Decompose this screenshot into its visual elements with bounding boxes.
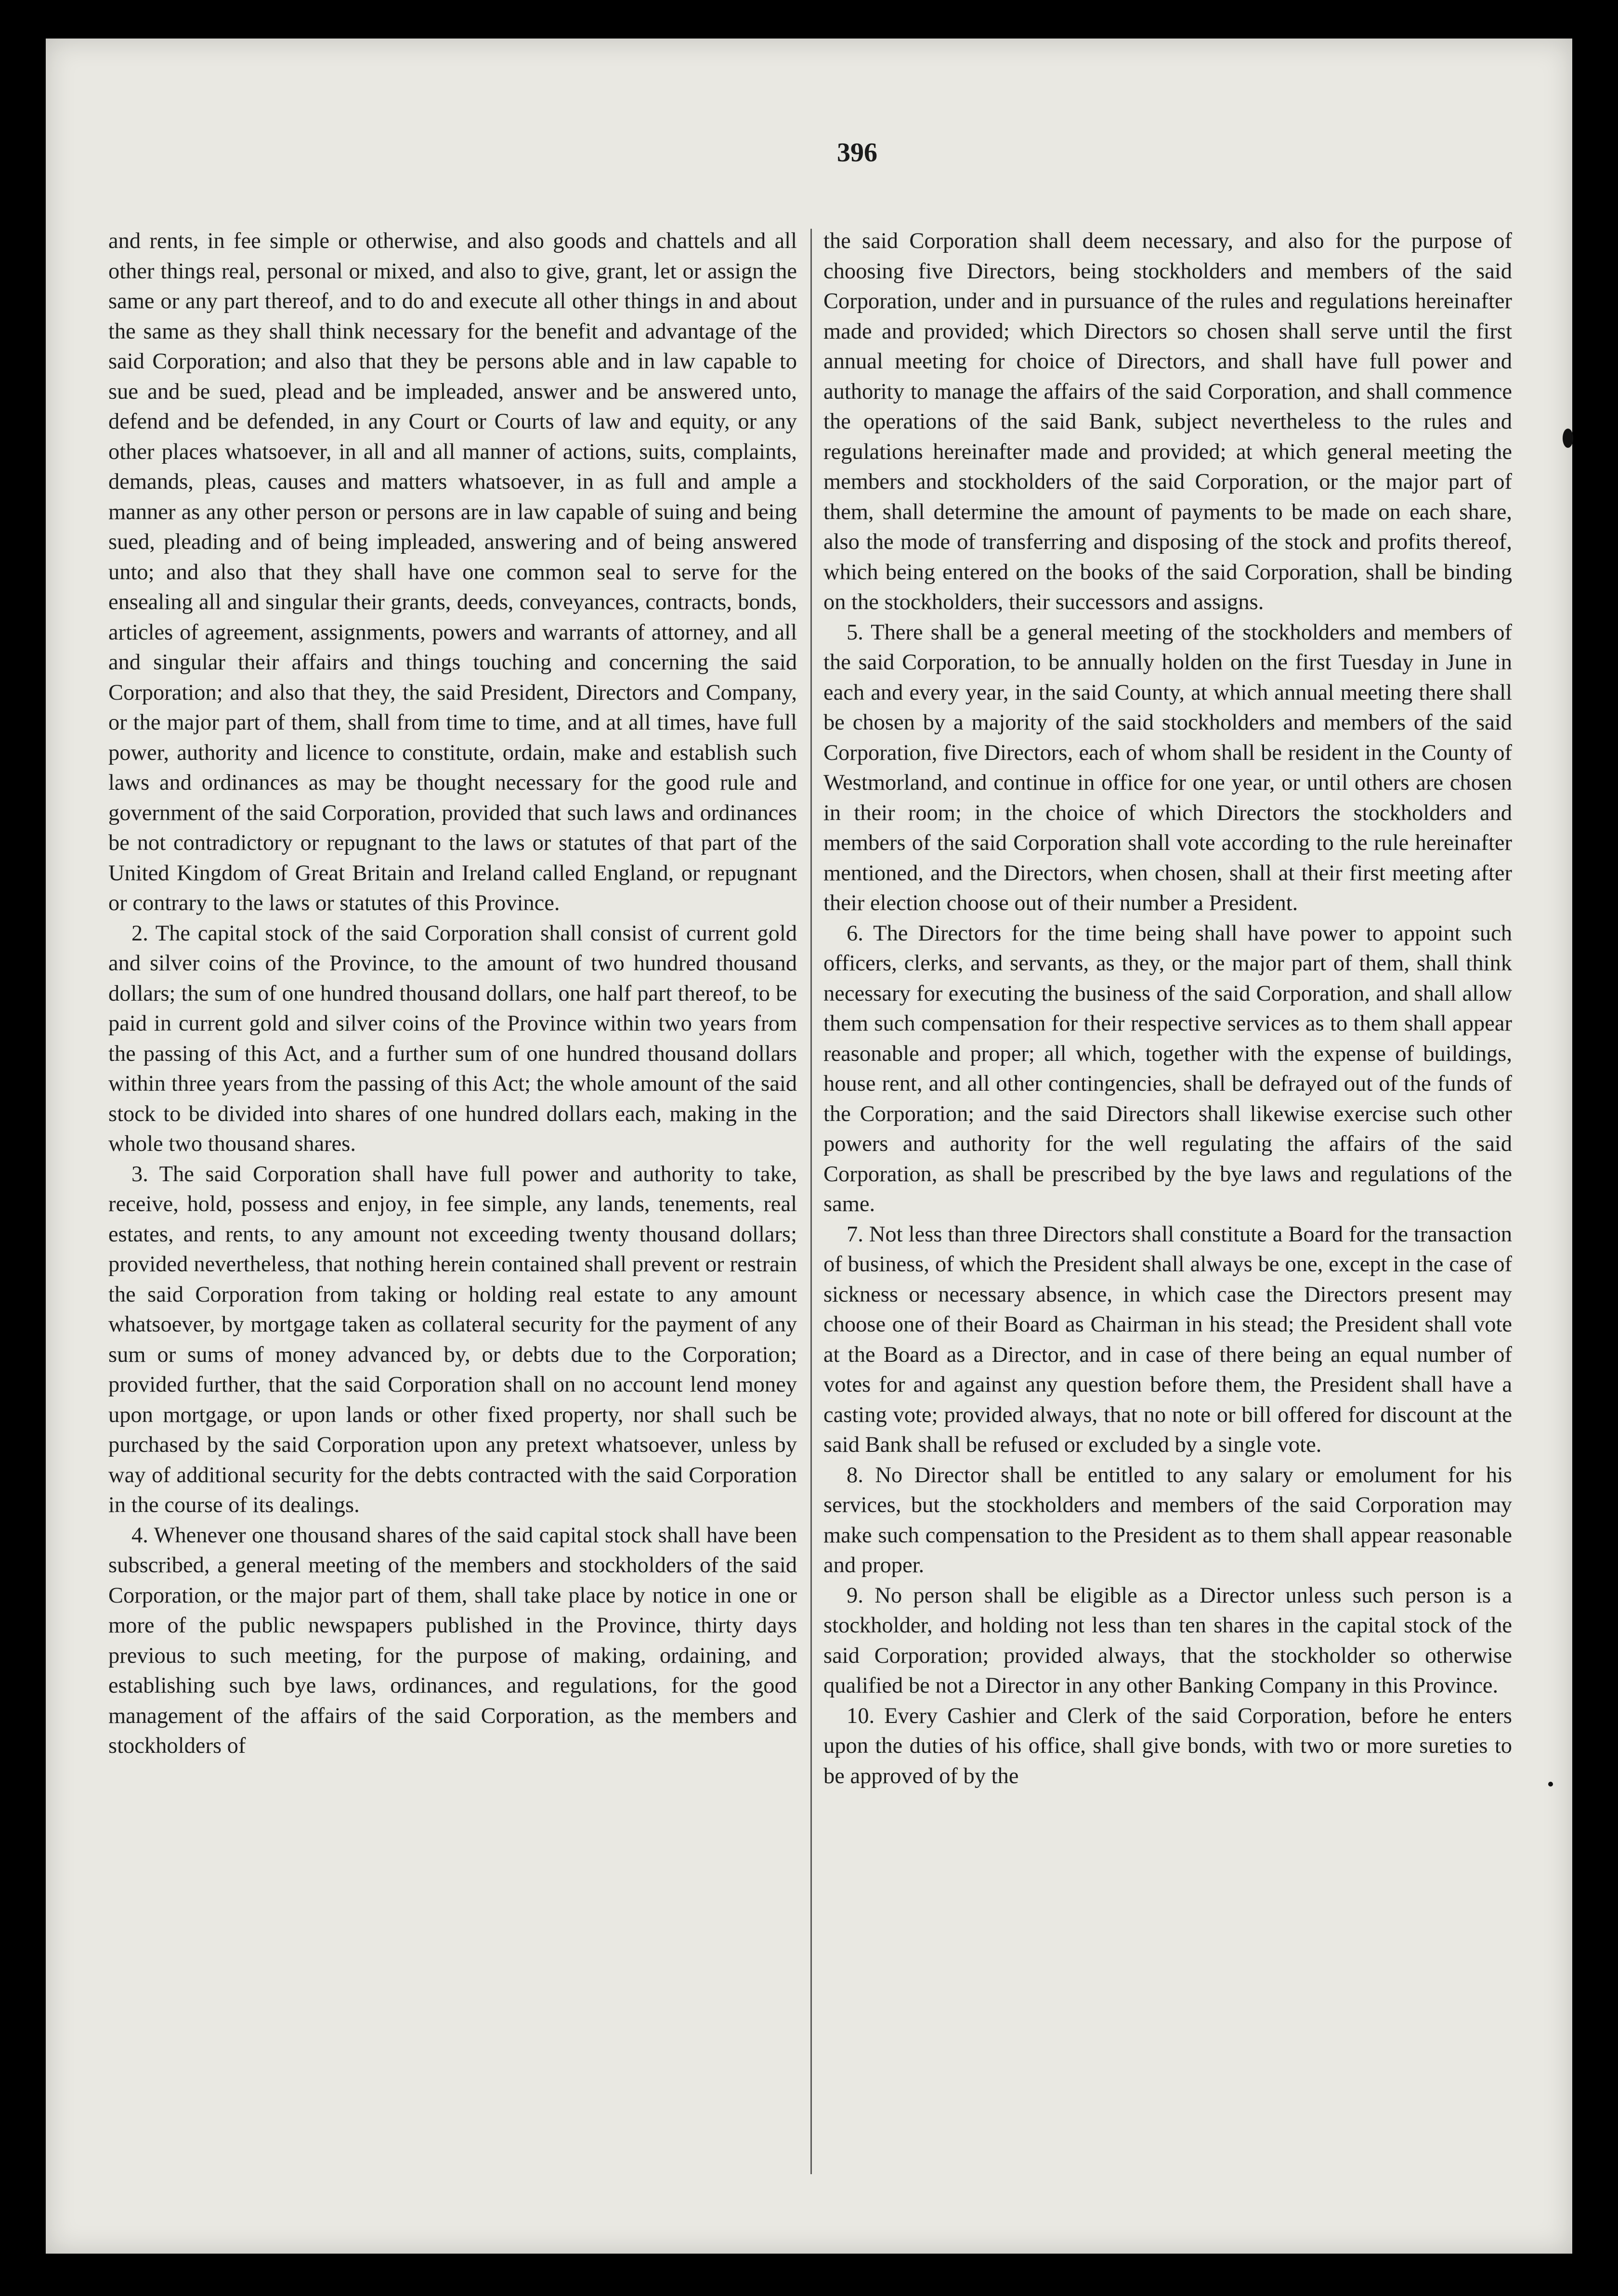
print-speck	[1548, 1782, 1553, 1787]
left-column	[108, 226, 797, 1761]
section-4: 4. Whenever one thousand shares of the said capital stock shall have been subscribed, a general meeting of the members and stockholders of the said Corporation, or the major part of them, shall take place by notice in one or more of the public newspapers published in the Province, thirty days previous to such meeting, for the purpose of making, ordaining, and establishing such bye laws, ordinances, and regulations, for the good management of the affairs of the said Corporation, as the members and stockholders of	[108, 1523, 797, 1758]
section-7: 7. Not less than three Directors shall constitute a Board for the transaction of business, of which the President shall always be one, except in the case of sickness or necessary absence, in which case the Directors present may choose one of their Board as Chairman in his stead; the President shall vote at the Board as a Director, and in case of there being an equal number of votes for and against any question before them, the President shall have a casting vote; provided always, that no note or bill offered for discount at the said Bank shall be refused or excluded by a single vote.	[823, 1222, 1512, 1457]
page-number: 396	[837, 138, 877, 168]
section-5: 5. There shall be a general meeting of the stockholders and members of the said Corporation, to be annually holden on the first Tuesday in June in each and every year, in the said County, at which annual meeting there shall be chosen by a majority of the said stockholders and members of the said Corporation, five Directors, each of whom shall be resident in the County of Westmorland, and continue in office for one year, or until others are chosen in their room; in the choice of which Directors the stockholders and members of the said Corporation shall vote according to the rule hereinafter mentioned, and the Directors, when chosen, shall at their first meeting after their election choose out of their number a President.	[823, 620, 1512, 915]
section-9: 9. No person shall be eligible as a Director unless such person is a stockholder, and holding not less than ten shares in the capital stock of the said Corporation; provided always, that the stockholder so otherwise qualified be not a Director in any other Banking Company in this Province.	[823, 1583, 1512, 1698]
section-8: 8. No Director shall be entitled to any salary or emolument for his services, but the stockholders and members of the said Corporation may make such compensation to the President as to them shall appear reasonable and proper.	[823, 1462, 1512, 1578]
section-2: 2. The capital stock of the said Corporation shall consist of current gold and silver coins of the Province, to the amount of two hundred thousand dollars; the sum of one hundred thousand dollars, one half part thereof, to be paid in current gold and silver coins of the Province within two years from the passing of this Act, and a further sum of one hundred thousand dollars within three years from the passing of this Act; the whole amount of the said stock to be divided into shares of one hundred dollars each, making in the whole two thousand shares.	[108, 921, 797, 1156]
section-6: 6. The Directors for the time being shall have power to appoint such officers, clerks, and servants, as they, or the major part of them, shall think necessary for executing the business of the said Corporation, and shall allow them such compensation for their respective services as to them shall appear reasonable and proper; all which, together with the expense of buildings, house rent, and all other contingencies, shall be defrayed out of the funds of the Corporation; and the said Directors shall likewise exercise such other powers and authority for the well regulating the affairs of the said Corporation, as shall be prescribed by the bye laws and regulations of the same.	[823, 921, 1512, 1216]
section-10: 10. Every Cashier and Clerk of the said Corporation, before he enters upon the duties of his office, shall give bonds, with two or more sureties to be approved of by the	[823, 1703, 1512, 1788]
document-page	[46, 39, 1572, 2254]
paragraph-continuation: and rents, in fee simple or otherwise, and also goods and chattels and all other things real, personal or mixed, and also to give, grant, let or assign the same or any part thereof, and to do and execute all other things in and about the same as they shall think necessary for the benefit and advantage of the said Corporation; and also that they be persons able and in law capable to sue and be sued, plead and be impleaded, answer and be answered unto, defend and be defended, in any Court or Courts of law and equity, or any other places whatsoever, in all and all manner of actions, suits, complaints, demands, pleas, causes and matters whatsoever, in as full and ample a manner as any other person or persons are in law capable of suing and being sued, pleading and of being impleaded, answering and of being answered unto; and also that they shall have one common seal to serve for the ensealing all and singular their grants, deeds, conveyances, contracts, bonds, articles of agreement, assignments, powers and warrants of attorney, and all and singular their affairs and things touching and concerning the said Corporation; and also that they, the said President, Directors and Company, or the major part of them, shall from time to time, and at all times, have full power, authority and licence to constitute, ordain, make and establish such laws and ordinances as may be thought necessary for the good rule and government of the said Corporation, provided that such laws and ordinances be not contradictory or repugnant to the laws or statutes of that part of the United Kingdom of Great Britain and Ireland called England, or repugnant or contrary to the laws or statutes of this Province.	[108, 229, 797, 915]
section-4-continuation: the said Corporation shall deem necessary, and also for the purpose of choosing five Directors, being stockholders and members of the said Corporation, under and in pursuance of the rules and regulations hereinafter made and provided; which Directors so chosen shall serve until the first annual meeting for choice of Directors, and shall have full power and authority to manage the affairs of the said Corporation, and shall commence the operations of the said Bank, subject nevertheless to the rules and regulations hereinafter made and provided; at which general meeting the members and stockholders of the said Corporation, or the major part of them, shall determine the amount of payments to be made on each share, also the mode of transferring and disposing of the stock and profits thereof, which being entered on the books of the said Corporation, shall be binding on the stockholders, their successors and assigns.	[823, 229, 1512, 614]
section-3: 3. The said Corporation shall have full power and authority to take, receive, hold, possess and enjoy, in fee simple, any lands, tenements, real estates, and rents, to any amount not exceeding twenty thousand dollars; provided nevertheless, that nothing herein contained shall prevent or restrain the said Corporation from taking or holding real estate to any amount whatsoever, by mortgage taken as collateral security for the payment of any sum or sums of money advanced by, or debts due to the Corporation; provided further, that the said Corporation shall on no account lend money upon mortgage, or upon lands or other fixed property, nor shall such be purchased by the said Corporation upon any pretext whatsoever, unless by way of additional security for the debts contracted with the said Corporation in the course of its dealings.	[108, 1161, 797, 1517]
column-divider	[810, 229, 812, 2174]
print-speck	[1563, 429, 1573, 448]
right-column	[823, 226, 1512, 1791]
